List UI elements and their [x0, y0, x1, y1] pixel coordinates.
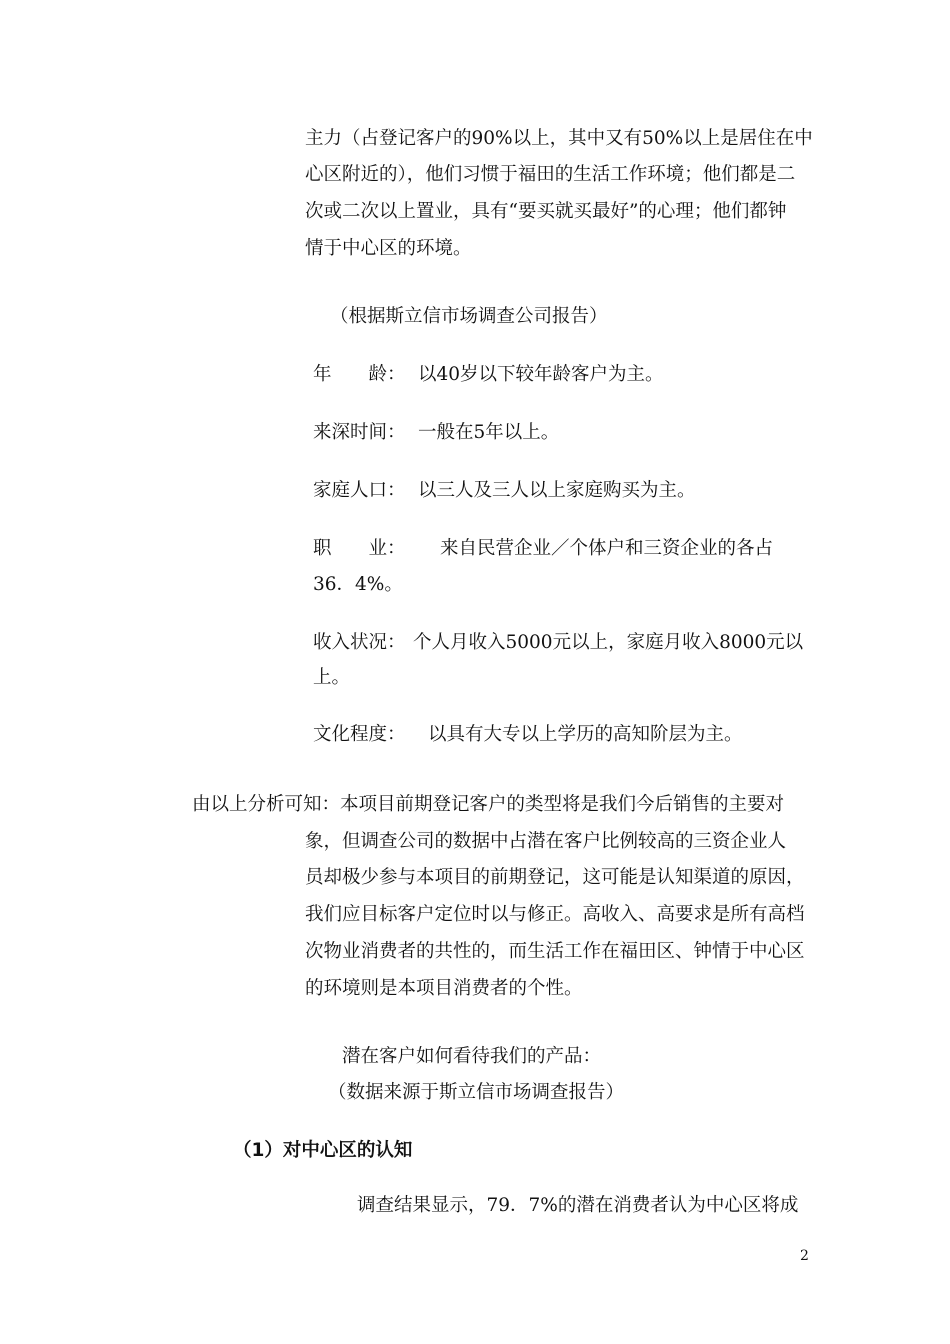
profile-label-occupation: 职 业： [313, 538, 406, 559]
paragraph-line: 的环境则是本项目消费者的个性。 [305, 978, 583, 999]
paragraph-line: 次物业消费者的共性的，而生活工作在福田区、钟情于中心区 [305, 941, 805, 962]
paragraph-line: 象，但调查公司的数据中占潜在客户比例较高的三资企业人 [305, 831, 787, 852]
profile-label-income: 收入状况： [313, 632, 406, 653]
paragraph-line: 次或二次以上置业，具有“要买就买最好”的心理；他们都钟 [305, 201, 787, 222]
paragraph-line: 我们应目标客户定位时以与修正。高收入、高要求是所有高档 [305, 904, 805, 925]
product-view-source: （数据来源于斯立信市场调查报告） [328, 1082, 625, 1103]
profile-value-income-cont: 上。 [313, 667, 351, 688]
profile-value-household: 以三人及三人以上家庭购买为主。 [418, 480, 696, 501]
paragraph-line: 由以上分析可知：本项目前期登记客户的类型将是我们今后销售的主要对 [192, 794, 785, 815]
paragraph-line: 员却极少参与本项目的前期登记，这可能是认知渠道的原因， [305, 867, 805, 888]
survey-line: 调查结果显示，79．7%的潜在消费者认为中心区将成 [357, 1195, 799, 1216]
section-heading: （1）对中心区的认知 [233, 1140, 413, 1161]
profile-value-occupation: 来自民营企业／个体户和三资企业的各占 [440, 538, 774, 559]
profile-label-age: 年 龄： [313, 364, 406, 385]
product-view-title: 潜在客户如何看待我们的产品： [342, 1046, 602, 1067]
paragraph-line: 情于中心区的环境。 [305, 238, 472, 259]
profile-value-age: 以40岁以下较年龄客户为主。 [418, 364, 664, 385]
source-note: （根据斯立信市场调查公司报告） [330, 306, 608, 327]
page-number: 2 [800, 1248, 809, 1264]
profile-value-education: 以具有大专以上学历的高知阶层为主。 [428, 724, 743, 745]
profile-value-residence: 一般在5年以上。 [418, 422, 560, 443]
profile-value-income: 个人月收入5000元以上，家庭月收入8000元以 [413, 632, 804, 653]
paragraph-line: 心区附近的），他们习惯于福田的生活工作环境；他们都是二 [305, 164, 796, 185]
profile-label-residence: 来深时间： [313, 422, 406, 443]
paragraph-line: 主力（占登记客户的90%以上，其中又有50%以上是居住在中 [305, 128, 813, 149]
profile-label-household: 家庭人口： [313, 480, 406, 501]
profile-label-education: 文化程度： [313, 724, 406, 745]
profile-value-occupation-cont: 36．4%。 [313, 574, 403, 595]
